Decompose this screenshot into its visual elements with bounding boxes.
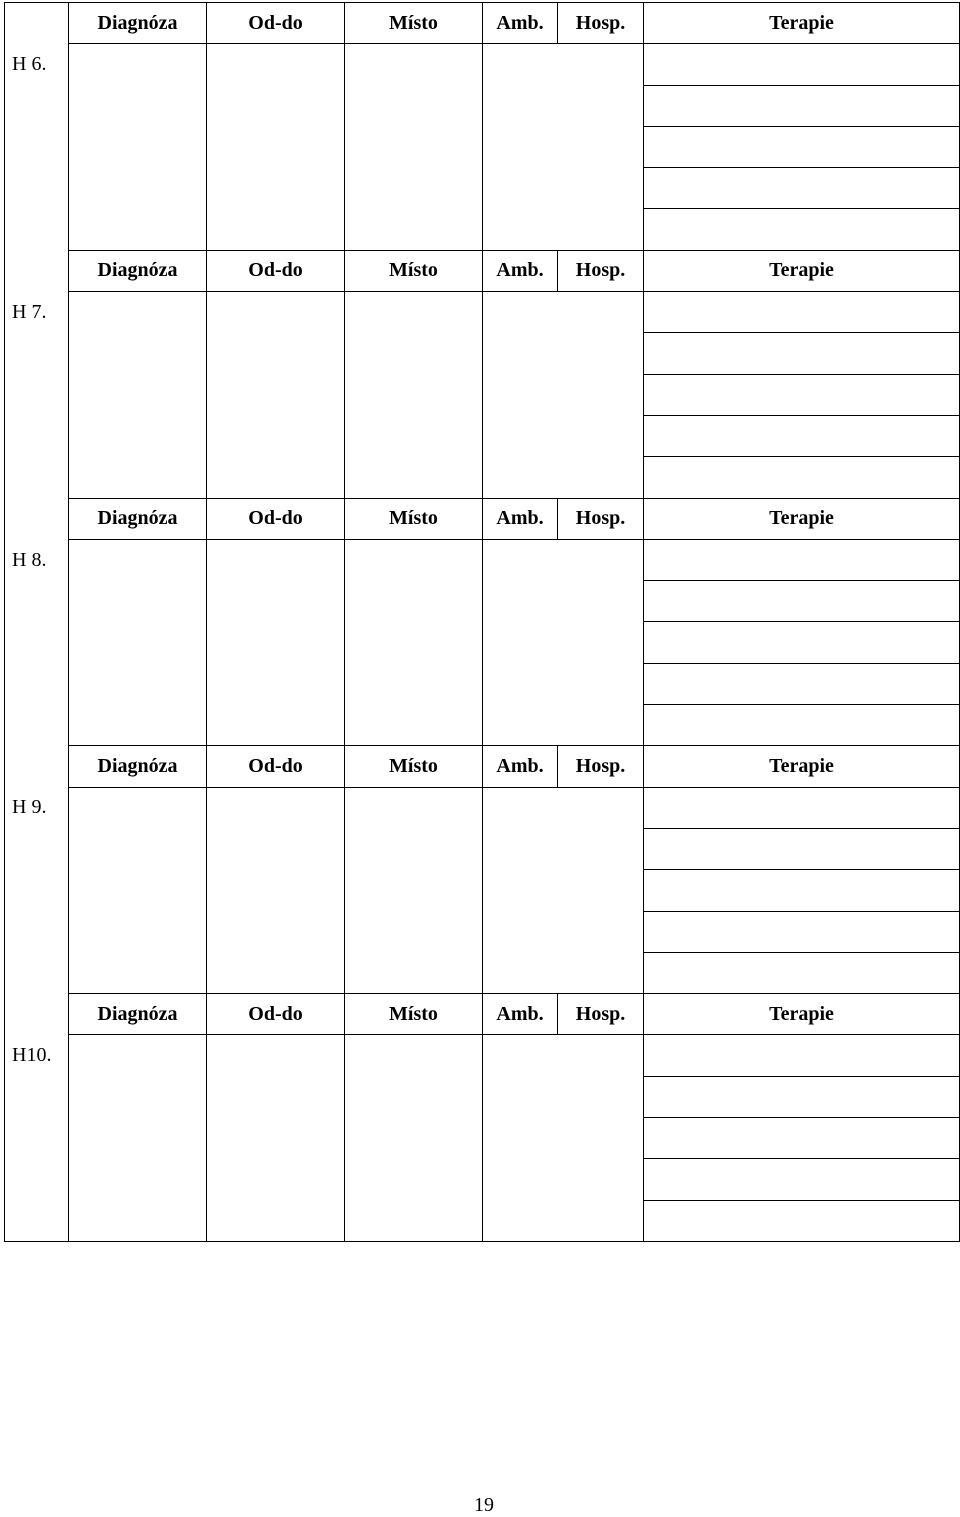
terapie-entry-cell[interactable] — [644, 1159, 960, 1200]
column-header-amb: Amb. — [483, 250, 558, 291]
column-header-hosp: Hosp. — [558, 498, 644, 539]
label-cell-spacer — [5, 250, 69, 291]
block-label: H 6. — [5, 44, 69, 85]
column-header-hosp: Hosp. — [558, 3, 644, 44]
od-do-entry-cell[interactable] — [207, 44, 345, 250]
label-cell-spacer — [5, 415, 69, 456]
column-header-diagnoza: Diagnóza — [69, 994, 207, 1035]
amb-hosp-entry-cell[interactable] — [483, 539, 644, 745]
column-header-misto: Místo — [345, 746, 483, 787]
label-cell-spacer — [5, 1076, 69, 1117]
label-cell-spacer — [5, 498, 69, 539]
column-header-hosp: Hosp. — [558, 994, 644, 1035]
column-header-od-do: Od-do — [207, 250, 345, 291]
od-do-entry-cell[interactable] — [207, 292, 345, 498]
terapie-entry-cell[interactable] — [644, 622, 960, 663]
label-cell-spacer — [5, 994, 69, 1035]
block-header-row — [5, 498, 960, 539]
terapie-entry-cell[interactable] — [644, 374, 960, 415]
label-cell-spacer — [5, 457, 69, 498]
label-cell-spacer — [5, 622, 69, 663]
terapie-entry-cell[interactable] — [644, 85, 960, 126]
column-header-amb: Amb. — [483, 746, 558, 787]
misto-entry-cell[interactable] — [345, 539, 483, 745]
terapie-entry-cell[interactable] — [644, 292, 960, 333]
terapie-entry-cell[interactable] — [644, 333, 960, 374]
label-cell-spacer — [5, 1159, 69, 1200]
label-cell-spacer — [5, 333, 69, 374]
terapie-entry-cell[interactable] — [644, 1200, 960, 1241]
column-header-misto: Místo — [345, 250, 483, 291]
terapie-entry-cell[interactable] — [644, 787, 960, 828]
diagnoza-entry-cell[interactable] — [69, 44, 207, 250]
block-header-row — [5, 746, 960, 787]
therapy-entry-row — [5, 539, 960, 580]
column-header-od-do: Od-do — [207, 3, 345, 44]
column-header-amb: Amb. — [483, 994, 558, 1035]
label-cell-spacer — [5, 209, 69, 250]
column-header-diagnoza: Diagnóza — [69, 250, 207, 291]
column-header-misto: Místo — [345, 3, 483, 44]
od-do-entry-cell[interactable] — [207, 787, 345, 993]
terapie-entry-cell[interactable] — [644, 1118, 960, 1159]
column-header-terapie: Terapie — [644, 3, 960, 44]
terapie-entry-cell[interactable] — [644, 911, 960, 952]
label-cell-spacer — [5, 911, 69, 952]
column-header-diagnoza: Diagnóza — [69, 746, 207, 787]
therapy-entry-row — [5, 1035, 960, 1076]
label-cell-spacer — [5, 126, 69, 167]
amb-hosp-entry-cell[interactable] — [483, 292, 644, 498]
column-header-diagnoza: Diagnóza — [69, 498, 207, 539]
column-header-amb: Amb. — [483, 498, 558, 539]
column-header-od-do: Od-do — [207, 498, 345, 539]
label-cell-spacer — [5, 374, 69, 415]
block-label: H 9. — [5, 787, 69, 828]
block-header-row — [5, 994, 960, 1035]
column-header-misto: Místo — [345, 498, 483, 539]
od-do-entry-cell[interactable] — [207, 539, 345, 745]
label-cell-spacer — [5, 1118, 69, 1159]
column-header-hosp: Hosp. — [558, 746, 644, 787]
column-header-amb: Amb. — [483, 3, 558, 44]
therapy-entry-row — [5, 44, 960, 85]
terapie-entry-cell[interactable] — [644, 44, 960, 85]
label-cell-spacer — [5, 870, 69, 911]
terapie-entry-cell[interactable] — [644, 705, 960, 746]
label-cell-spacer — [5, 746, 69, 787]
terapie-entry-cell[interactable] — [644, 828, 960, 869]
column-header-misto: Místo — [345, 994, 483, 1035]
amb-hosp-entry-cell[interactable] — [483, 787, 644, 993]
therapy-entry-row — [5, 292, 960, 333]
label-cell-spacer — [5, 3, 69, 44]
diagnoza-entry-cell[interactable] — [69, 787, 207, 993]
terapie-entry-cell[interactable] — [644, 663, 960, 704]
label-cell-spacer — [5, 952, 69, 993]
misto-entry-cell[interactable] — [345, 44, 483, 250]
column-header-hosp: Hosp. — [558, 250, 644, 291]
label-cell-spacer — [5, 1200, 69, 1241]
label-cell-spacer — [5, 168, 69, 209]
block-header-row — [5, 250, 960, 291]
therapy-entry-row — [5, 787, 960, 828]
column-header-terapie: Terapie — [644, 498, 960, 539]
misto-entry-cell[interactable] — [345, 1035, 483, 1241]
label-cell-spacer — [5, 581, 69, 622]
page-number: 19 — [474, 1494, 494, 1516]
terapie-entry-cell[interactable] — [644, 870, 960, 911]
terapie-entry-cell[interactable] — [644, 168, 960, 209]
label-cell-spacer — [5, 663, 69, 704]
misto-entry-cell[interactable] — [345, 787, 483, 993]
column-header-terapie: Terapie — [644, 994, 960, 1035]
terapie-entry-cell[interactable] — [644, 581, 960, 622]
od-do-entry-cell[interactable] — [207, 1035, 345, 1241]
diagnoza-entry-cell[interactable] — [69, 292, 207, 498]
terapie-entry-cell[interactable] — [644, 952, 960, 993]
terapie-entry-cell[interactable] — [644, 457, 960, 498]
medical-history-form-table — [4, 2, 960, 1242]
column-header-terapie: Terapie — [644, 250, 960, 291]
column-header-diagnoza: Diagnóza — [69, 3, 207, 44]
column-header-od-do: Od-do — [207, 746, 345, 787]
column-header-terapie: Terapie — [644, 746, 960, 787]
label-cell-spacer — [5, 85, 69, 126]
block-label: H 7. — [5, 292, 69, 333]
block-label: H10. — [5, 1035, 69, 1076]
column-header-od-do: Od-do — [207, 994, 345, 1035]
misto-entry-cell[interactable] — [345, 292, 483, 498]
diagnoza-entry-cell[interactable] — [69, 539, 207, 745]
terapie-entry-cell[interactable] — [644, 415, 960, 456]
terapie-entry-cell[interactable] — [644, 126, 960, 167]
terapie-entry-cell[interactable] — [644, 1035, 960, 1076]
diagnoza-entry-cell[interactable] — [69, 1035, 207, 1241]
terapie-entry-cell[interactable] — [644, 1076, 960, 1117]
label-cell-spacer — [5, 828, 69, 869]
amb-hosp-entry-cell[interactable] — [483, 1035, 644, 1241]
block-label: H 8. — [5, 539, 69, 580]
block-header-row — [5, 3, 960, 44]
amb-hosp-entry-cell[interactable] — [483, 44, 644, 250]
terapie-entry-cell[interactable] — [644, 539, 960, 580]
terapie-entry-cell[interactable] — [644, 209, 960, 250]
label-cell-spacer — [5, 705, 69, 746]
